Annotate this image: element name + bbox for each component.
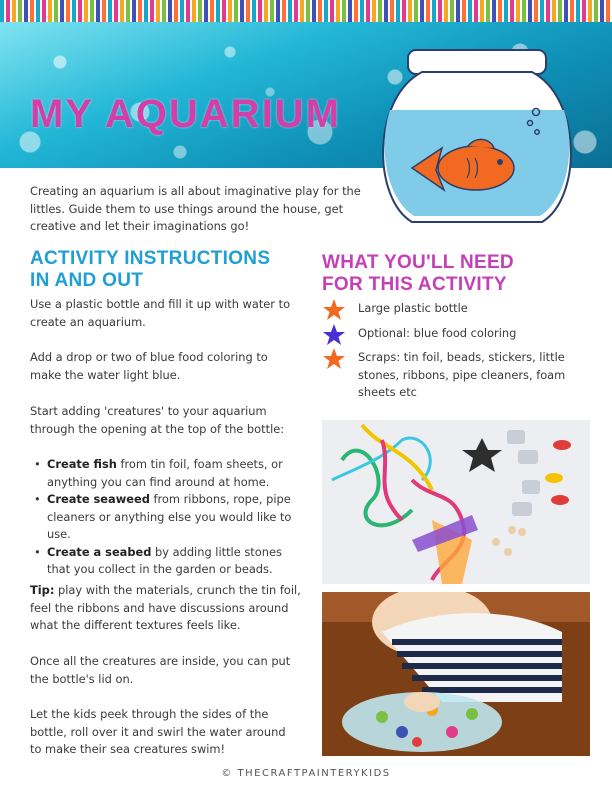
star-icon [322, 323, 346, 347]
list-item: • Create a seabed by adding little stones that you collect in the garden or beads. [34, 544, 282, 576]
fishbowl-illustration [372, 48, 582, 236]
child-with-bottle-photo [322, 592, 590, 756]
list-item: Large plastic bottle [322, 300, 592, 318]
needs-heading: WHAT YOU'LL NEED [322, 252, 514, 273]
tip-paragraph: Tip: play with the materials, crunch the tin foil, feel the ribbons and have discussions around what the different textures feels like. [30, 583, 301, 632]
supplies-list [322, 300, 592, 409]
list-item: • Create seaweed from ribbons, rope, pipe cleaners or anything else you would like to use. [34, 492, 292, 541]
instruction-paragraph-4: Once all the creatures are inside, you can put the bottle's lid on. [30, 654, 291, 686]
instruction-paragraph-1: Use a plastic bottle and fill it up with water to create an aquarium. [30, 297, 291, 329]
list-item: • Create fish from tin foil, foam sheets, or anything you can find around at home. [34, 457, 283, 489]
header-stripe-border [0, 0, 612, 22]
needs-subheading: FOR THIS ACTIVITY [322, 274, 507, 295]
instruction-paragraph-3: Start adding 'creatures' to your aquarium through the opening at the top of the bottle: [30, 404, 285, 436]
tip-label: Tip: [30, 583, 55, 597]
instruction-paragraph-2: Add a drop or two of blue food coloring to make the water light blue. [30, 350, 268, 382]
instructions-heading: ACTIVITY INSTRUCTIONS [30, 248, 271, 269]
list-item: Scraps: tin foil, beads, stickers, little stones, ribbons, pipe cleaners, foam sheets etc [322, 349, 592, 402]
intro-paragraph: Creating an aquarium is all about imaginative play for the littles. Guide them to use things around the house, get creative and let their imaginations go! [30, 184, 361, 233]
star-icon [322, 347, 346, 371]
craft-materials-photo [322, 420, 590, 584]
list-item: Optional: blue food coloring [322, 325, 592, 343]
instruction-paragraph-5: Let the kids peek through the sides of the bottle, roll over it and swirl the water around to make their sea creatures swim! [30, 707, 286, 756]
instructions-subheading: IN AND OUT [30, 270, 144, 291]
creature-bullet-list [30, 456, 305, 579]
page-title: MY AQUARIUM [30, 92, 341, 136]
copyright-footer: © THECRAFTPAINTERYKIDS [221, 768, 391, 779]
star-icon [322, 298, 346, 322]
